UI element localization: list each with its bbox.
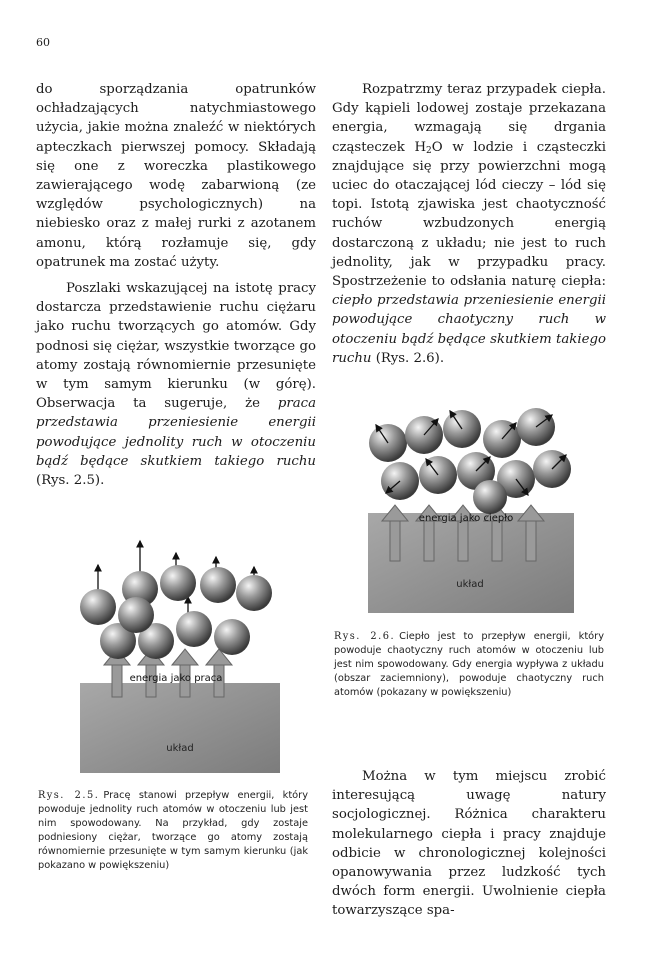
heat-system-label: układ [456, 579, 484, 590]
subscript: 2 [426, 145, 432, 156]
right-paragraph-1-ref: (Rys. 2.6). [371, 350, 445, 366]
right-paragraph-1-text-a: Rozpatrzmy teraz przypadek ciepła. Gdy kąpieli lodowej zostaje przekazana energia, wzmagają się drgania cząsteczek H [332, 82, 606, 155]
work-definition: praca przedstawia przeniesienie energii powodujące jednolity ruch w otoczeniu bądź będące skutkiem takiego ruchu [36, 396, 316, 469]
figure-work-caption-label: Rys. 2.5. [38, 790, 100, 801]
left-column [36, 80, 316, 490]
figure-heat-caption-text: Ciepło jest to przepływ energii, który powoduje chaotyczny ruch atomów w otoczeniu lub jest nim spowodowany. Gdy energia wypływa z układu (obszar zaciemniony), powoduje chaotyczny ruch atomów (pokazany w powiększeniu) [334, 631, 604, 698]
atoms-uniform [80, 565, 272, 659]
page-number: 60 [36, 36, 50, 49]
figure-heat-illustration [366, 385, 576, 615]
right-column-top [332, 80, 606, 368]
heat-energy-label: energia jako ciepło [418, 513, 514, 524]
figure-work [80, 535, 280, 775]
figure-work-caption [38, 789, 308, 873]
right-paragraph-2: Można w tym miejscu zrobić interesującą uwagę natury socjologicznej. Różnica charakteru molekularnego ciepła i pracy znajduje odbicie w chronologicznej kolejności opanowywania przez ludzkość tych dwóch form energii. Uwolnienie ciepła towarzyszące spa- [332, 769, 606, 919]
figure-heat [366, 385, 576, 615]
left-paragraph-1: do sporządzania opatrunków ochładzających natychmiastowego użycia, jakie można znaleźć w niektórych apteczkach pierwszej pomocy. Składają się one z woreczka plastikowego zawierającego wodę zabarwioną (ze względów psychologicznych) na niebiesko oraz z małej rurki z azotanem amonu, którą rozłamuje się, gdy opatrunek ma zostać użyty. [36, 82, 316, 270]
work-system-label: układ [166, 743, 194, 754]
work-energy-label: energia jako praca [129, 673, 223, 684]
heat-definition: ciepło przedstawia przeniesienie energii powodujące chaotyczny ruch w otoczeniu bądź będące skutkiem takiego ruchu [332, 293, 606, 366]
left-paragraph-2-ref: (Rys. 2.5). [36, 473, 105, 489]
figure-work-illustration [80, 535, 280, 775]
right-paragraph-1 [332, 80, 606, 368]
right-paragraph-1-text-b: O w lodzie i cząsteczki znajdujące się przy powierzchni mogą uciec do otaczającej lód cieczy – lód się topi. Istotą zjawiska jest chaotyczność ruchów wzbudzonych energią dostarczoną z układu; nie jest to ruch jednolity, jak w przypadku pracy. Spostrzeżenie to odsłania naturę ciepła: [332, 139, 606, 290]
figure-work-caption-text: Pracę stanowi przepływ energii, który powoduje jednolity ruch atomów w otoczeniu lub jest nim spowodowany. Na przykład, gdy zostaje podniesiony ciężar, tworzące go atomy zostają równomiernie przesunięte w tym samym kierunku (jak pokazano w powiększeniu) [38, 790, 308, 871]
figure-heat-caption [334, 630, 604, 700]
figure-heat-caption-label: Rys. 2.6. [334, 631, 396, 642]
left-paragraph-2-text: Poszlaki wskazującej na istotę pracy dostarcza przedstawienie ruchu ciężaru jako ruchu tworzących go atomów. Gdy podnosi się ciężar, wszystkie tworzące go atomy zostają równomiernie przesunięte w tym samym kierunku (w górę). Obserwacja ta sugeruje, że [36, 281, 316, 412]
right-column-bottom [332, 767, 606, 921]
left-paragraph-2 [36, 279, 316, 490]
